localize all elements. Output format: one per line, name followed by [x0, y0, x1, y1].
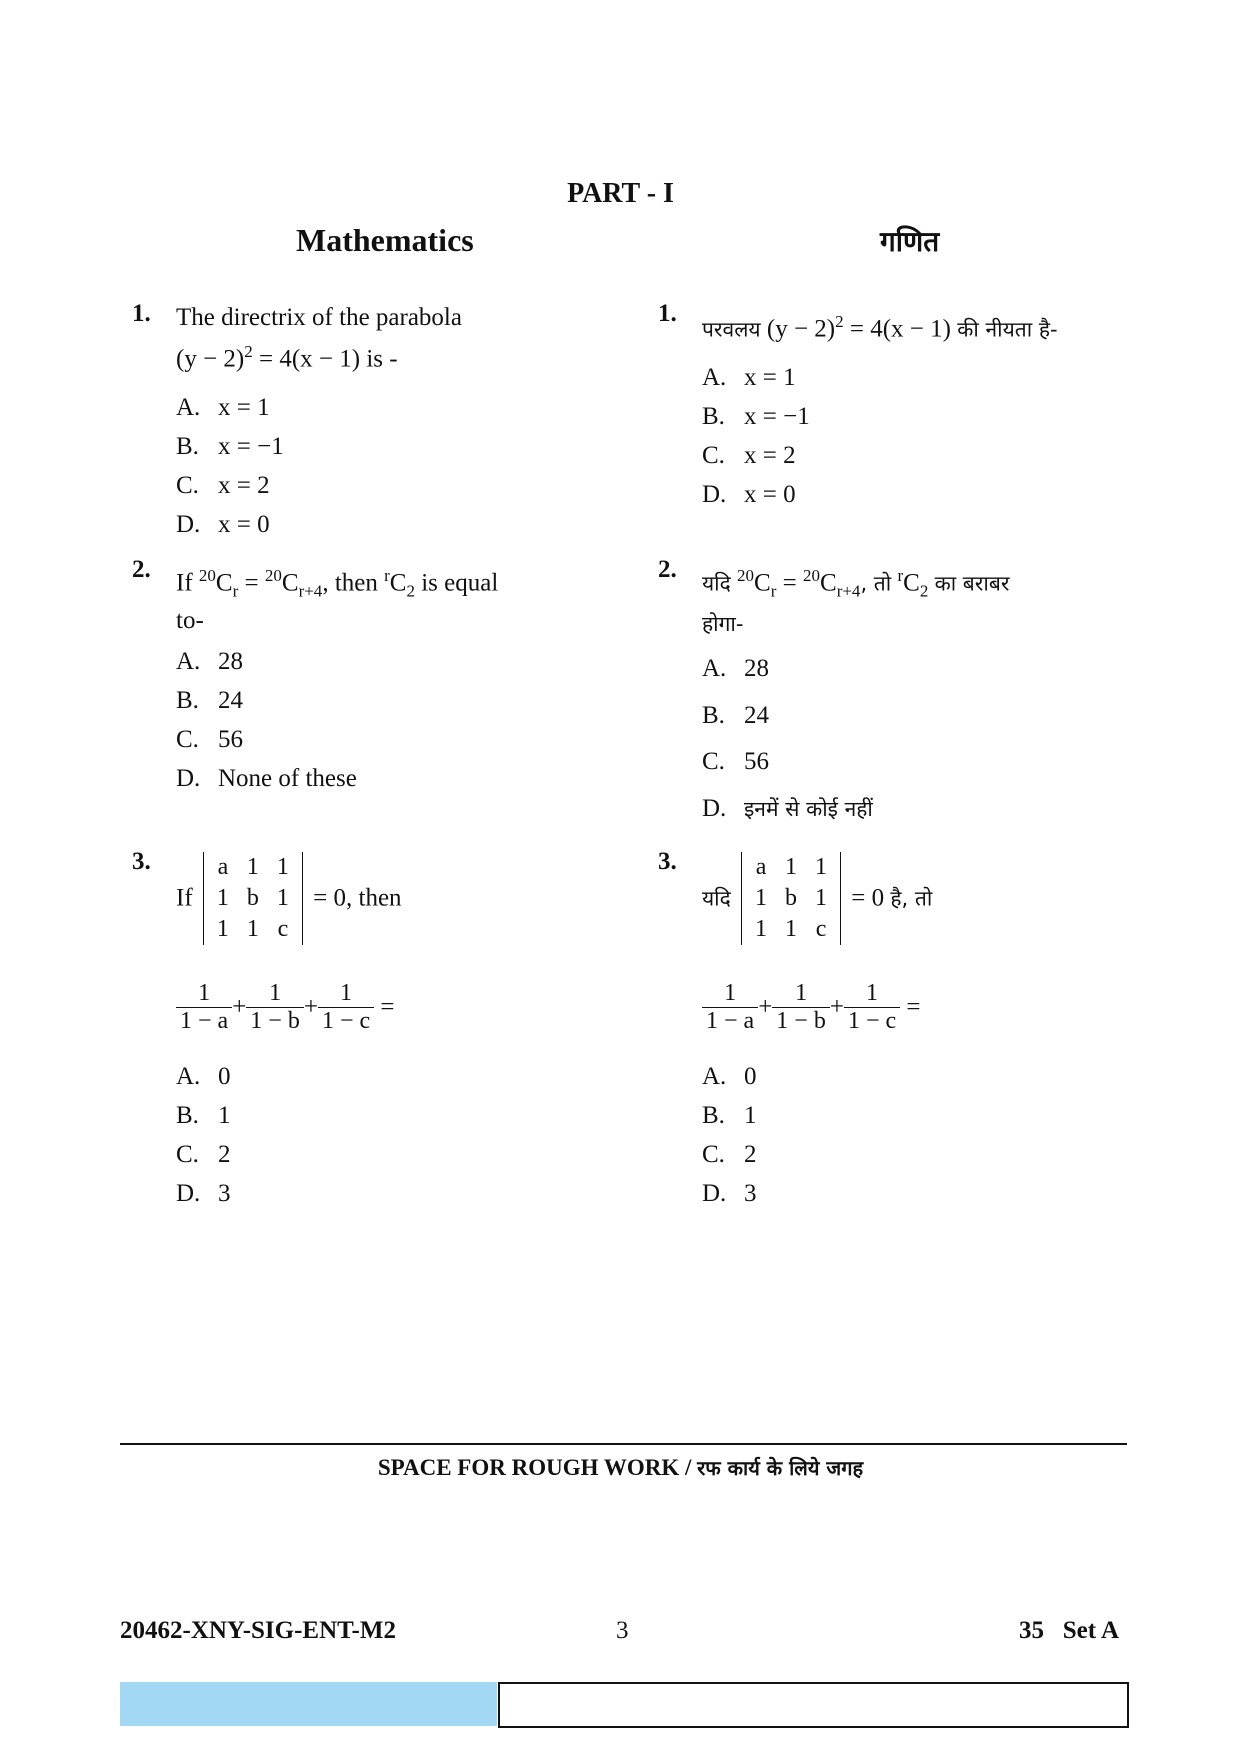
footer-color-bar	[120, 1682, 497, 1726]
footer-box	[498, 1682, 1129, 1728]
option-b: B. x = −1	[702, 403, 810, 430]
option-b: B. 24	[176, 687, 243, 714]
option-a: A. x = 1	[176, 394, 270, 421]
question-determinant: यदि a 1 1 1 b 1 1 1 c = 0 है, तो	[702, 852, 1182, 945]
option-a: A. x = 1	[702, 364, 796, 391]
option-c: C. 2	[176, 1141, 231, 1168]
option-a: A. 28	[176, 648, 243, 675]
rough-work-divider	[120, 1443, 1127, 1445]
set-label: 35 Set A	[1019, 1617, 1119, 1644]
question-number: 2.	[132, 556, 151, 583]
part-heading: PART - I	[567, 178, 674, 209]
subject-title-english: Mathematics	[296, 222, 474, 258]
subject-title-hindi: गणित	[880, 225, 940, 258]
question-number: 3.	[132, 848, 151, 875]
rough-work-label: SPACE FOR ROUGH WORK / रफ कार्य के लिये जगह	[377, 1455, 864, 1480]
option-d: D. x = 0	[702, 481, 796, 508]
question-equation: $(y - 2)^2 = 4(x - 1)$ is -	[176, 342, 398, 373]
option-c: C. x = 2	[176, 472, 270, 499]
question-number: 1.	[658, 300, 677, 327]
option-c: C. 56	[176, 726, 243, 753]
question-number: 1.	[132, 300, 151, 327]
option-b: B. x = −1	[176, 433, 284, 460]
question-text-cont: होगा-	[702, 612, 744, 636]
option-d: D. इनमें से कोई नहीं	[702, 795, 873, 822]
option-a: A. 0	[702, 1063, 757, 1090]
determinant: a 1 1 1 b 1 1 1 c	[741, 852, 841, 945]
option-b: B. 1	[176, 1102, 231, 1129]
option-b: B. 24	[702, 702, 769, 729]
option-c: C. x = 2	[702, 442, 796, 469]
option-c: C. 56	[702, 748, 769, 775]
question-text: यदि $^{20}C_r = ^{20}C_{r+4}$, तो $^rC_2$ का बराबर	[702, 566, 1010, 601]
option-d: D. None of these	[176, 765, 357, 792]
fraction-expression: $\frac{1}{1 - a}$ + $\frac{1}{1 - b}$ + $\frac{1}{1 - c}$ =	[702, 980, 1182, 1035]
question-text: परवलय $(y - 2)^2 = 4(x - 1)$ की नीयता है-	[702, 312, 1058, 343]
option-b: B. 1	[702, 1102, 757, 1129]
question-number: 2.	[658, 556, 677, 583]
option-d: D. 3	[702, 1180, 757, 1207]
fraction-expression: $\frac{1}{1 - a}$ + $\frac{1}{1 - b}$ + $\frac{1}{1 - c}$ =	[176, 980, 656, 1035]
question-determinant: If a 1 1 1 b 1 1 1 c = 0, then	[176, 852, 656, 945]
question-text-cont: to-	[176, 607, 204, 634]
page-number: 3	[616, 1617, 629, 1644]
question-text: The directrix of the parabola	[176, 304, 462, 331]
option-a: A. 0	[176, 1063, 231, 1090]
option-d: D. 3	[176, 1180, 231, 1207]
question-number: 3.	[658, 848, 677, 875]
option-d: D. x = 0	[176, 511, 270, 538]
question-text: If $^{20}C_r = ^{20}C_{r+4}$, then $^rC_2$ is equal	[176, 566, 499, 601]
option-a: A. 28	[702, 655, 769, 682]
determinant: a 1 1 1 b 1 1 1 c	[203, 852, 303, 945]
option-c: C. 2	[702, 1141, 757, 1168]
paper-code: 20462-XNY-SIG-ENT-M2	[120, 1617, 396, 1644]
